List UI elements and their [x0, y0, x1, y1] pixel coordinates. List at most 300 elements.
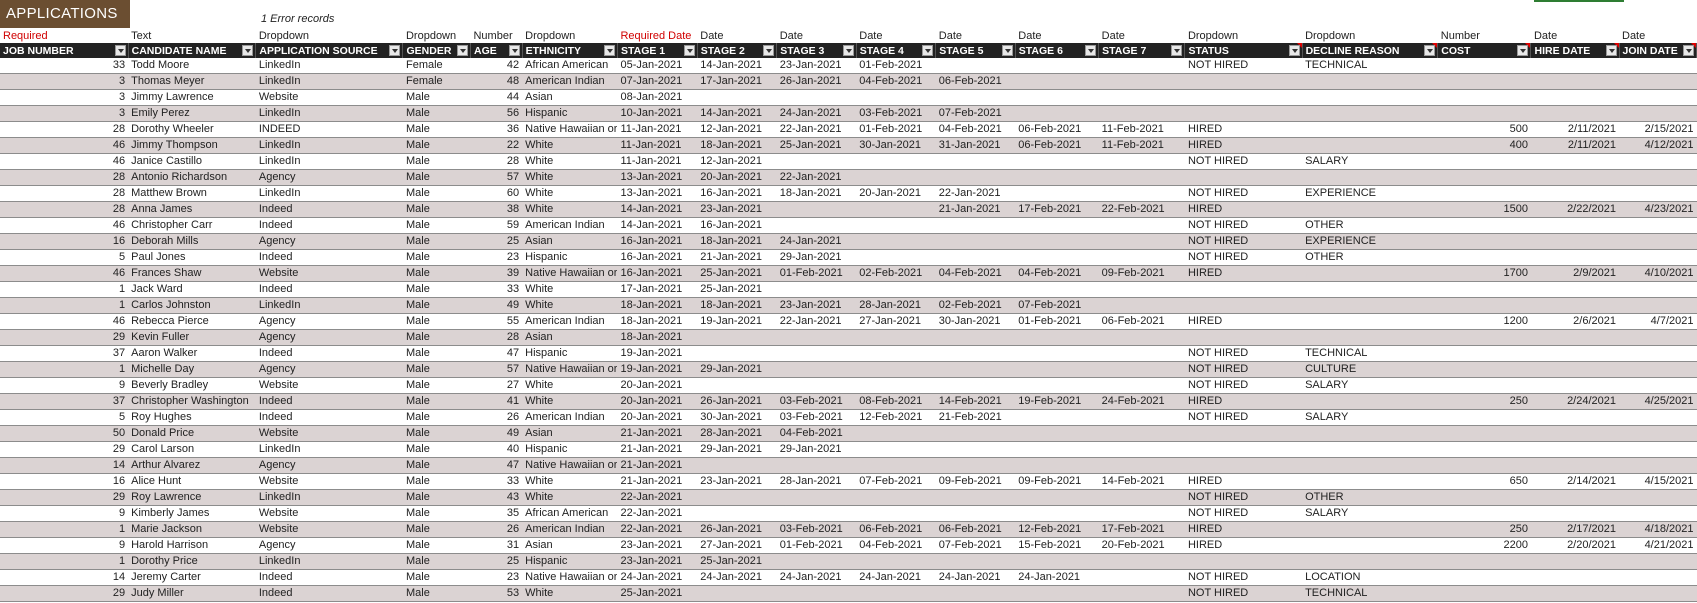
filter-dropdown-icon[interactable]: [115, 45, 126, 56]
cell-candidate-name[interactable]: Jimmy Lawrence: [128, 90, 256, 106]
cell-stage-5[interactable]: [936, 586, 1016, 602]
cell-job-number[interactable]: 14: [0, 458, 128, 474]
cell-stage-1[interactable]: 05-Jan-2021: [617, 58, 697, 74]
cell-stage-7[interactable]: [1099, 106, 1185, 122]
cell-decline-reason[interactable]: EXPERIENCE: [1302, 234, 1438, 250]
cell-age[interactable]: 55: [470, 314, 522, 330]
cell-stage-5[interactable]: 31-Jan-2021: [936, 138, 1016, 154]
cell-stage-7[interactable]: 14-Feb-2021: [1099, 474, 1185, 490]
column-header-age[interactable]: [470, 43, 522, 58]
cell-job-number[interactable]: 29: [0, 490, 128, 506]
cell-age[interactable]: 59: [470, 218, 522, 234]
cell-decline-reason[interactable]: [1302, 298, 1438, 314]
cell-join-date[interactable]: [1619, 90, 1697, 106]
cell-hire-date[interactable]: 2/6/2021: [1531, 314, 1619, 330]
cell-stage-3[interactable]: [777, 218, 857, 234]
cell-candidate-name[interactable]: Dorothy Wheeler: [128, 122, 256, 138]
cell-ethnicity[interactable]: American Indian: [522, 218, 617, 234]
cell-status[interactable]: NOT HIRED: [1185, 186, 1302, 202]
cell-stage-1[interactable]: 19-Jan-2021: [617, 362, 697, 378]
cell-stage-7[interactable]: [1099, 410, 1185, 426]
cell-stage-1[interactable]: 20-Jan-2021: [617, 378, 697, 394]
cell-job-number[interactable]: 46: [0, 266, 128, 282]
cell-stage-1[interactable]: 18-Jan-2021: [617, 330, 697, 346]
cell-job-number[interactable]: 28: [0, 202, 128, 218]
cell-candidate-name[interactable]: Janice Castillo: [128, 154, 256, 170]
cell-status[interactable]: [1185, 298, 1302, 314]
cell-stage-7[interactable]: [1099, 90, 1185, 106]
cell-gender[interactable]: Male: [403, 282, 471, 298]
cell-stage-2[interactable]: [697, 506, 776, 522]
cell-stage-6[interactable]: [1015, 554, 1098, 570]
cell-stage-2[interactable]: 30-Jan-2021: [697, 410, 776, 426]
cell-stage-2[interactable]: 16-Jan-2021: [697, 218, 776, 234]
cell-cost[interactable]: 1500: [1438, 202, 1531, 218]
cell-job-number[interactable]: 1: [0, 362, 128, 378]
cell-job-number[interactable]: 37: [0, 346, 128, 362]
filter-dropdown-icon[interactable]: [1289, 45, 1300, 56]
cell-gender[interactable]: Male: [403, 202, 471, 218]
cell-stage-5[interactable]: [936, 362, 1016, 378]
cell-decline-reason[interactable]: [1302, 538, 1438, 554]
cell-job-number[interactable]: 1: [0, 282, 128, 298]
cell-cost[interactable]: [1438, 554, 1531, 570]
cell-decline-reason[interactable]: [1302, 522, 1438, 538]
cell-cost[interactable]: [1438, 234, 1531, 250]
cell-decline-reason[interactable]: [1302, 426, 1438, 442]
cell-stage-1[interactable]: 21-Jan-2021: [617, 426, 697, 442]
cell-application-source[interactable]: Agency: [256, 170, 403, 186]
cell-decline-reason[interactable]: [1302, 106, 1438, 122]
cell-hire-date[interactable]: 2/9/2021: [1531, 266, 1619, 282]
cell-ethnicity[interactable]: Asian: [522, 426, 617, 442]
cell-application-source[interactable]: Website: [256, 266, 403, 282]
cell-ethnicity[interactable]: White: [522, 154, 617, 170]
cell-stage-5[interactable]: [936, 458, 1016, 474]
cell-application-source[interactable]: LinkedIn: [256, 106, 403, 122]
cell-stage-5[interactable]: 22-Jan-2021: [936, 186, 1016, 202]
cell-gender[interactable]: Male: [403, 154, 471, 170]
cell-candidate-name[interactable]: Judy Miller: [128, 586, 256, 602]
cell-ethnicity[interactable]: African American: [522, 506, 617, 522]
cell-decline-reason[interactable]: OTHER: [1302, 250, 1438, 266]
cell-job-number[interactable]: 3: [0, 74, 128, 90]
cell-age[interactable]: 28: [470, 154, 522, 170]
cell-stage-7[interactable]: [1099, 74, 1185, 90]
cell-stage-4[interactable]: [856, 426, 936, 442]
cell-ethnicity[interactable]: White: [522, 138, 617, 154]
cell-stage-7[interactable]: 09-Feb-2021: [1099, 266, 1185, 282]
filter-dropdown-icon[interactable]: [1171, 45, 1182, 56]
cell-stage-2[interactable]: 25-Jan-2021: [697, 554, 776, 570]
cell-stage-3[interactable]: 24-Jan-2021: [777, 234, 857, 250]
cell-hire-date[interactable]: 2/17/2021: [1531, 522, 1619, 538]
cell-stage-7[interactable]: [1099, 346, 1185, 362]
cell-stage-5[interactable]: 07-Feb-2021: [936, 538, 1016, 554]
cell-decline-reason[interactable]: [1302, 330, 1438, 346]
cell-candidate-name[interactable]: Dorothy Price: [128, 554, 256, 570]
cell-stage-6[interactable]: 09-Feb-2021: [1015, 474, 1098, 490]
cell-stage-7[interactable]: 22-Feb-2021: [1099, 202, 1185, 218]
cell-job-number[interactable]: 29: [0, 330, 128, 346]
cell-application-source[interactable]: Website: [256, 474, 403, 490]
cell-status[interactable]: HIRED: [1185, 202, 1302, 218]
cell-stage-1[interactable]: 22-Jan-2021: [617, 490, 697, 506]
cell-candidate-name[interactable]: Michelle Day: [128, 362, 256, 378]
cell-stage-6[interactable]: [1015, 330, 1098, 346]
filter-dropdown-icon[interactable]: [922, 45, 933, 56]
cell-stage-4[interactable]: [856, 362, 936, 378]
cell-ethnicity[interactable]: American Indian: [522, 74, 617, 90]
cell-hire-date[interactable]: [1531, 426, 1619, 442]
cell-age[interactable]: 49: [470, 426, 522, 442]
cell-candidate-name[interactable]: Deborah Mills: [128, 234, 256, 250]
cell-ethnicity[interactable]: Asian: [522, 330, 617, 346]
cell-cost[interactable]: [1438, 346, 1531, 362]
cell-stage-6[interactable]: [1015, 74, 1098, 90]
cell-stage-2[interactable]: 14-Jan-2021: [697, 106, 776, 122]
cell-candidate-name[interactable]: Marie Jackson: [128, 522, 256, 538]
cell-application-source[interactable]: Agency: [256, 458, 403, 474]
cell-join-date[interactable]: 4/10/2021: [1619, 266, 1697, 282]
cell-stage-5[interactable]: [936, 90, 1016, 106]
cell-stage-3[interactable]: 01-Feb-2021: [777, 538, 857, 554]
cell-job-number[interactable]: 1: [0, 554, 128, 570]
column-header-ethnicity[interactable]: [522, 43, 617, 58]
cell-age[interactable]: 47: [470, 458, 522, 474]
cell-stage-5[interactable]: 14-Feb-2021: [936, 394, 1016, 410]
cell-ethnicity[interactable]: Native Hawaiian or: [522, 266, 617, 282]
cell-gender[interactable]: Male: [403, 170, 471, 186]
cell-gender[interactable]: Male: [403, 138, 471, 154]
cell-stage-5[interactable]: [936, 154, 1016, 170]
column-header-job-number[interactable]: [0, 43, 128, 58]
cell-decline-reason[interactable]: [1302, 90, 1438, 106]
column-header-stage-3[interactable]: [777, 43, 857, 58]
cell-hire-date[interactable]: 2/11/2021: [1531, 138, 1619, 154]
cell-decline-reason[interactable]: [1302, 394, 1438, 410]
cell-stage-2[interactable]: 12-Jan-2021: [697, 154, 776, 170]
cell-join-date[interactable]: [1619, 298, 1697, 314]
cell-application-source[interactable]: LinkedIn: [256, 74, 403, 90]
cell-hire-date[interactable]: [1531, 74, 1619, 90]
cell-candidate-name[interactable]: Roy Lawrence: [128, 490, 256, 506]
cell-stage-5[interactable]: 09-Feb-2021: [936, 474, 1016, 490]
cell-stage-6[interactable]: 17-Feb-2021: [1015, 202, 1098, 218]
cell-stage-1[interactable]: 18-Jan-2021: [617, 314, 697, 330]
cell-stage-1[interactable]: 16-Jan-2021: [617, 234, 697, 250]
cell-stage-3[interactable]: [777, 506, 857, 522]
cell-stage-5[interactable]: [936, 330, 1016, 346]
filter-dropdown-icon[interactable]: [1683, 45, 1694, 56]
cell-stage-4[interactable]: [856, 442, 936, 458]
cell-decline-reason[interactable]: SALARY: [1302, 154, 1438, 170]
filter-dropdown-icon[interactable]: [1606, 45, 1617, 56]
cell-decline-reason[interactable]: [1302, 170, 1438, 186]
cell-cost[interactable]: [1438, 490, 1531, 506]
cell-cost[interactable]: [1438, 442, 1531, 458]
cell-gender[interactable]: Male: [403, 122, 471, 138]
cell-stage-7[interactable]: [1099, 490, 1185, 506]
cell-join-date[interactable]: 2/15/2021: [1619, 122, 1697, 138]
cell-stage-4[interactable]: [856, 234, 936, 250]
cell-stage-6[interactable]: [1015, 442, 1098, 458]
cell-age[interactable]: 49: [470, 298, 522, 314]
cell-candidate-name[interactable]: Carlos Johnston: [128, 298, 256, 314]
cell-ethnicity[interactable]: White: [522, 490, 617, 506]
cell-join-date[interactable]: [1619, 250, 1697, 266]
cell-stage-6[interactable]: [1015, 282, 1098, 298]
cell-hire-date[interactable]: [1531, 570, 1619, 586]
cell-hire-date[interactable]: [1531, 154, 1619, 170]
cell-stage-2[interactable]: 26-Jan-2021: [697, 394, 776, 410]
cell-job-number[interactable]: 46: [0, 314, 128, 330]
cell-stage-3[interactable]: 03-Feb-2021: [777, 394, 857, 410]
cell-decline-reason[interactable]: [1302, 314, 1438, 330]
cell-stage-4[interactable]: 28-Jan-2021: [856, 298, 936, 314]
cell-application-source[interactable]: Agency: [256, 362, 403, 378]
cell-stage-1[interactable]: 18-Jan-2021: [617, 298, 697, 314]
cell-status[interactable]: [1185, 106, 1302, 122]
filter-dropdown-icon[interactable]: [763, 45, 774, 56]
cell-hire-date[interactable]: 2/24/2021: [1531, 394, 1619, 410]
cell-ethnicity[interactable]: Hispanic: [522, 346, 617, 362]
cell-job-number[interactable]: 9: [0, 378, 128, 394]
cell-stage-7[interactable]: 20-Feb-2021: [1099, 538, 1185, 554]
cell-decline-reason[interactable]: [1302, 442, 1438, 458]
cell-stage-4[interactable]: [856, 330, 936, 346]
cell-candidate-name[interactable]: Paul Jones: [128, 250, 256, 266]
cell-candidate-name[interactable]: Thomas Meyer: [128, 74, 256, 90]
cell-hire-date[interactable]: [1531, 250, 1619, 266]
cell-join-date[interactable]: [1619, 74, 1697, 90]
cell-stage-1[interactable]: 11-Jan-2021: [617, 122, 697, 138]
cell-stage-2[interactable]: 21-Jan-2021: [697, 250, 776, 266]
cell-decline-reason[interactable]: OTHER: [1302, 490, 1438, 506]
cell-stage-2[interactable]: 18-Jan-2021: [697, 138, 776, 154]
cell-stage-6[interactable]: [1015, 410, 1098, 426]
cell-stage-5[interactable]: [936, 58, 1016, 74]
cell-stage-3[interactable]: [777, 554, 857, 570]
cell-cost[interactable]: 400: [1438, 138, 1531, 154]
cell-cost[interactable]: 500: [1438, 122, 1531, 138]
cell-stage-7[interactable]: [1099, 506, 1185, 522]
cell-age[interactable]: 26: [470, 522, 522, 538]
cell-join-date[interactable]: [1619, 218, 1697, 234]
cell-age[interactable]: 57: [470, 362, 522, 378]
filter-dropdown-icon[interactable]: [457, 45, 468, 56]
cell-stage-4[interactable]: [856, 218, 936, 234]
cell-stage-6[interactable]: 19-Feb-2021: [1015, 394, 1098, 410]
cell-join-date[interactable]: [1619, 554, 1697, 570]
cell-stage-4[interactable]: [856, 554, 936, 570]
cell-status[interactable]: NOT HIRED: [1185, 410, 1302, 426]
cell-stage-2[interactable]: 18-Jan-2021: [697, 234, 776, 250]
cell-stage-6[interactable]: 01-Feb-2021: [1015, 314, 1098, 330]
cell-application-source[interactable]: Indeed: [256, 250, 403, 266]
cell-stage-5[interactable]: 30-Jan-2021: [936, 314, 1016, 330]
cell-stage-1[interactable]: 11-Jan-2021: [617, 154, 697, 170]
cell-age[interactable]: 39: [470, 266, 522, 282]
cell-status[interactable]: NOT HIRED: [1185, 154, 1302, 170]
cell-stage-1[interactable]: 19-Jan-2021: [617, 346, 697, 362]
cell-stage-2[interactable]: 29-Jan-2021: [697, 442, 776, 458]
cell-status[interactable]: [1185, 442, 1302, 458]
cell-application-source[interactable]: LinkedIn: [256, 554, 403, 570]
cell-age[interactable]: 22: [470, 138, 522, 154]
cell-age[interactable]: 53: [470, 586, 522, 602]
cell-hire-date[interactable]: 2/14/2021: [1531, 474, 1619, 490]
cell-join-date[interactable]: [1619, 330, 1697, 346]
cell-age[interactable]: 26: [470, 410, 522, 426]
cell-gender[interactable]: Male: [403, 586, 471, 602]
cell-hire-date[interactable]: [1531, 218, 1619, 234]
cell-stage-3[interactable]: 01-Feb-2021: [777, 266, 857, 282]
cell-stage-5[interactable]: [936, 282, 1016, 298]
cell-stage-5[interactable]: [936, 490, 1016, 506]
cell-join-date[interactable]: [1619, 186, 1697, 202]
cell-stage-3[interactable]: 23-Jan-2021: [777, 58, 857, 74]
cell-stage-3[interactable]: [777, 202, 857, 218]
cell-stage-7[interactable]: [1099, 570, 1185, 586]
cell-job-number[interactable]: 9: [0, 538, 128, 554]
cell-ethnicity[interactable]: White: [522, 394, 617, 410]
cell-stage-7[interactable]: [1099, 282, 1185, 298]
cell-age[interactable]: 43: [470, 490, 522, 506]
cell-stage-4[interactable]: [856, 586, 936, 602]
cell-cost[interactable]: [1438, 570, 1531, 586]
cell-hire-date[interactable]: [1531, 458, 1619, 474]
cell-gender[interactable]: Male: [403, 266, 471, 282]
cell-stage-6[interactable]: [1015, 218, 1098, 234]
cell-stage-2[interactable]: [697, 586, 776, 602]
cell-decline-reason[interactable]: OTHER: [1302, 218, 1438, 234]
cell-hire-date[interactable]: [1531, 378, 1619, 394]
cell-job-number[interactable]: 46: [0, 218, 128, 234]
cell-age[interactable]: 36: [470, 122, 522, 138]
cell-cost[interactable]: [1438, 458, 1531, 474]
cell-stage-2[interactable]: [697, 458, 776, 474]
cell-decline-reason[interactable]: [1302, 122, 1438, 138]
cell-stage-2[interactable]: 24-Jan-2021: [697, 570, 776, 586]
cell-job-number[interactable]: 5: [0, 250, 128, 266]
cell-stage-1[interactable]: 07-Jan-2021: [617, 74, 697, 90]
cell-gender[interactable]: Male: [403, 250, 471, 266]
cell-stage-3[interactable]: 25-Jan-2021: [777, 138, 857, 154]
cell-job-number[interactable]: 3: [0, 90, 128, 106]
cell-application-source[interactable]: LinkedIn: [256, 442, 403, 458]
cell-age[interactable]: 31: [470, 538, 522, 554]
cell-candidate-name[interactable]: Kevin Fuller: [128, 330, 256, 346]
cell-hire-date[interactable]: [1531, 186, 1619, 202]
cell-ethnicity[interactable]: Asian: [522, 538, 617, 554]
cell-join-date[interactable]: [1619, 426, 1697, 442]
cell-hire-date[interactable]: [1531, 506, 1619, 522]
cell-gender[interactable]: Male: [403, 554, 471, 570]
cell-stage-4[interactable]: 27-Jan-2021: [856, 314, 936, 330]
cell-hire-date[interactable]: [1531, 362, 1619, 378]
cell-stage-2[interactable]: 17-Jan-2021: [697, 74, 776, 90]
cell-age[interactable]: 35: [470, 506, 522, 522]
cell-stage-7[interactable]: 11-Feb-2021: [1099, 138, 1185, 154]
cell-stage-7[interactable]: [1099, 586, 1185, 602]
cell-application-source[interactable]: Indeed: [256, 586, 403, 602]
column-header-stage-1[interactable]: [617, 43, 697, 58]
cell-cost[interactable]: [1438, 426, 1531, 442]
cell-application-source[interactable]: Agency: [256, 314, 403, 330]
cell-age[interactable]: 38: [470, 202, 522, 218]
cell-stage-2[interactable]: [697, 90, 776, 106]
cell-cost[interactable]: 250: [1438, 522, 1531, 538]
cell-stage-2[interactable]: 23-Jan-2021: [697, 474, 776, 490]
cell-stage-4[interactable]: [856, 282, 936, 298]
cell-hire-date[interactable]: [1531, 58, 1619, 74]
cell-decline-reason[interactable]: SALARY: [1302, 410, 1438, 426]
cell-ethnicity[interactable]: White: [522, 170, 617, 186]
cell-stage-6[interactable]: 07-Feb-2021: [1015, 298, 1098, 314]
cell-candidate-name[interactable]: Rebecca Pierce: [128, 314, 256, 330]
filter-dropdown-icon[interactable]: [242, 45, 253, 56]
cell-stage-3[interactable]: 03-Feb-2021: [777, 522, 857, 538]
cell-ethnicity[interactable]: Native Hawaiian or: [522, 570, 617, 586]
cell-stage-4[interactable]: [856, 346, 936, 362]
cell-age[interactable]: 23: [470, 250, 522, 266]
cell-status[interactable]: NOT HIRED: [1185, 346, 1302, 362]
cell-ethnicity[interactable]: Hispanic: [522, 554, 617, 570]
cell-status[interactable]: NOT HIRED: [1185, 570, 1302, 586]
cell-stage-5[interactable]: 06-Feb-2021: [936, 522, 1016, 538]
cell-stage-4[interactable]: 30-Jan-2021: [856, 138, 936, 154]
cell-stage-1[interactable]: 21-Jan-2021: [617, 442, 697, 458]
cell-cost[interactable]: [1438, 106, 1531, 122]
cell-decline-reason[interactable]: [1302, 282, 1438, 298]
cell-stage-2[interactable]: [697, 490, 776, 506]
cell-stage-4[interactable]: 07-Feb-2021: [856, 474, 936, 490]
cell-job-number[interactable]: 33: [0, 58, 128, 74]
cell-stage-7[interactable]: [1099, 362, 1185, 378]
cell-candidate-name[interactable]: Jimmy Thompson: [128, 138, 256, 154]
cell-stage-4[interactable]: 01-Feb-2021: [856, 122, 936, 138]
cell-candidate-name[interactable]: Matthew Brown: [128, 186, 256, 202]
cell-candidate-name[interactable]: Frances Shaw: [128, 266, 256, 282]
cell-join-date[interactable]: [1619, 458, 1697, 474]
cell-application-source[interactable]: LinkedIn: [256, 154, 403, 170]
cell-age[interactable]: 41: [470, 394, 522, 410]
cell-status[interactable]: HIRED: [1185, 474, 1302, 490]
cell-stage-6[interactable]: [1015, 154, 1098, 170]
cell-stage-6[interactable]: 15-Feb-2021: [1015, 538, 1098, 554]
cell-gender[interactable]: Male: [403, 410, 471, 426]
cell-stage-2[interactable]: 28-Jan-2021: [697, 426, 776, 442]
cell-stage-4[interactable]: [856, 250, 936, 266]
cell-cost[interactable]: [1438, 90, 1531, 106]
cell-status[interactable]: HIRED: [1185, 138, 1302, 154]
cell-join-date[interactable]: 4/21/2021: [1619, 538, 1697, 554]
cell-stage-2[interactable]: 19-Jan-2021: [697, 314, 776, 330]
cell-stage-7[interactable]: [1099, 218, 1185, 234]
cell-stage-2[interactable]: 23-Jan-2021: [697, 202, 776, 218]
cell-stage-7[interactable]: [1099, 298, 1185, 314]
column-header-stage-5[interactable]: [936, 43, 1016, 58]
cell-join-date[interactable]: 4/15/2021: [1619, 474, 1697, 490]
cell-decline-reason[interactable]: SALARY: [1302, 506, 1438, 522]
cell-status[interactable]: NOT HIRED: [1185, 218, 1302, 234]
cell-stage-3[interactable]: 24-Jan-2021: [777, 570, 857, 586]
cell-hire-date[interactable]: [1531, 554, 1619, 570]
cell-gender[interactable]: Male: [403, 426, 471, 442]
cell-join-date[interactable]: [1619, 346, 1697, 362]
cell-stage-3[interactable]: [777, 362, 857, 378]
